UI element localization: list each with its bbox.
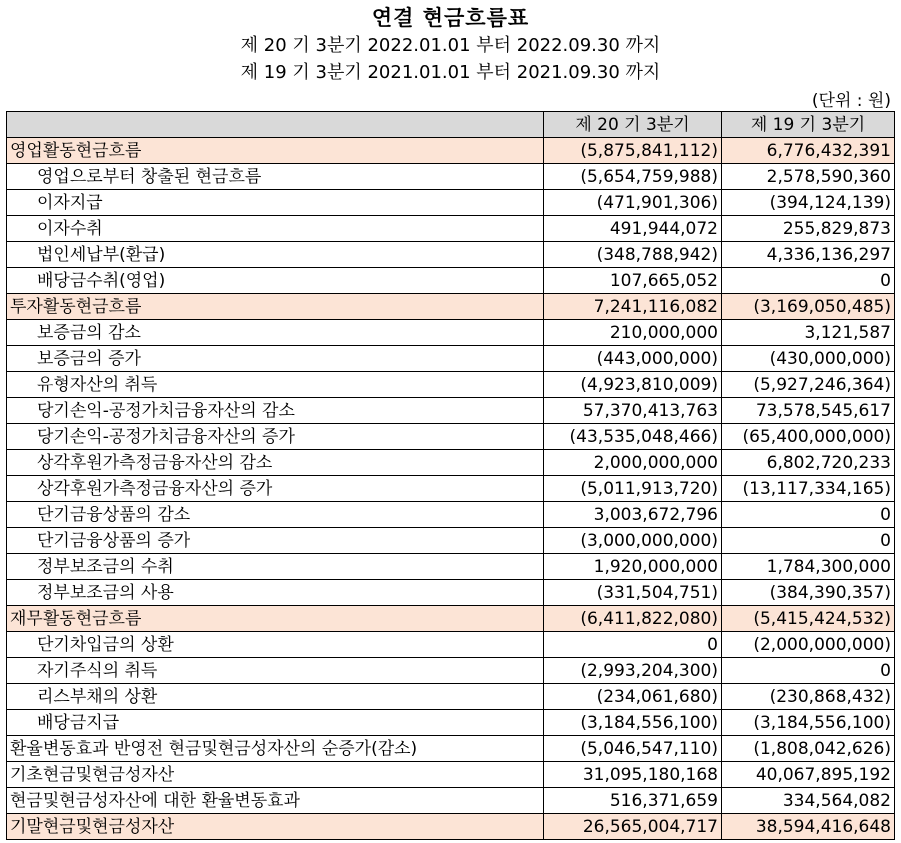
row-prior-value: 73,578,545,617 xyxy=(722,398,895,424)
row-current-value: (443,000,000) xyxy=(544,346,722,372)
row-prior-value: (5,415,424,532) xyxy=(722,606,895,632)
row-prior-value: 0 xyxy=(722,268,895,294)
row-prior-value: (65,400,000,000) xyxy=(722,424,895,450)
table-row xyxy=(7,216,895,242)
row-current-value: 7,241,116,082 xyxy=(544,294,722,320)
row-prior-value: 0 xyxy=(722,658,895,684)
table-row xyxy=(7,788,895,814)
row-current-value: (4,923,810,009) xyxy=(544,372,722,398)
row-current-value: (331,504,751) xyxy=(544,580,722,606)
row-prior-value: (3,169,050,485) xyxy=(722,294,895,320)
row-label: 영업으로부터 창출된 현금흐름 xyxy=(7,164,544,190)
table-row xyxy=(7,476,895,502)
row-current-value: 516,371,659 xyxy=(544,788,722,814)
header-prior-period: 제 19 기 3분기 xyxy=(722,112,895,138)
row-prior-value: 40,067,895,192 xyxy=(722,762,895,788)
row-current-value: (5,654,759,988) xyxy=(544,164,722,190)
row-current-value: (234,061,680) xyxy=(544,684,722,710)
table-row xyxy=(7,710,895,736)
table-row xyxy=(7,294,895,320)
row-label: 배당금수취(영업) xyxy=(7,268,544,294)
row-prior-value: 38,594,416,648 xyxy=(722,814,895,840)
row-current-value: 31,095,180,168 xyxy=(544,762,722,788)
table-row xyxy=(7,320,895,346)
row-current-value: 3,003,672,796 xyxy=(544,502,722,528)
table-row xyxy=(7,762,895,788)
row-label: 정부보조금의 사용 xyxy=(7,580,544,606)
row-prior-value: 1,784,300,000 xyxy=(722,554,895,580)
row-current-value: (3,000,000,000) xyxy=(544,528,722,554)
row-prior-value: 255,829,873 xyxy=(722,216,895,242)
table-row xyxy=(7,164,895,190)
table-header-row xyxy=(7,112,895,138)
table-row xyxy=(7,684,895,710)
unit-label: (단위 : 원) xyxy=(811,91,891,111)
header-current-period: 제 20 기 3분기 xyxy=(544,112,722,138)
row-prior-value: 2,578,590,360 xyxy=(722,164,895,190)
table-row xyxy=(7,502,895,528)
row-prior-value: 3,121,587 xyxy=(722,320,895,346)
header-label-cell xyxy=(7,112,544,138)
row-label: 기말현금및현금성자산 xyxy=(7,814,544,840)
table-row xyxy=(7,632,895,658)
row-label: 이자지급 xyxy=(7,190,544,216)
row-label: 유형자산의 취득 xyxy=(7,372,544,398)
table-row xyxy=(7,814,895,840)
row-prior-value: 334,564,082 xyxy=(722,788,895,814)
table-row xyxy=(7,398,895,424)
row-label: 상각후원가측정금융자산의 감소 xyxy=(7,450,544,476)
row-current-value: (3,184,556,100) xyxy=(544,710,722,736)
table-row xyxy=(7,424,895,450)
row-current-value: (2,993,204,300) xyxy=(544,658,722,684)
table-row xyxy=(7,528,895,554)
row-label: 당기손익-공정가치금융자산의 감소 xyxy=(7,398,544,424)
cash-flow-table xyxy=(6,111,895,840)
row-prior-value: 6,776,432,391 xyxy=(722,138,895,164)
row-label: 리스부채의 상환 xyxy=(7,684,544,710)
row-label: 법인세납부(환급) xyxy=(7,242,544,268)
row-current-value: 107,665,052 xyxy=(544,268,722,294)
row-label: 이자수취 xyxy=(7,216,544,242)
row-label: 단기차입금의 상환 xyxy=(7,632,544,658)
table-row xyxy=(7,372,895,398)
row-prior-value: (384,390,357) xyxy=(722,580,895,606)
table-row xyxy=(7,554,895,580)
row-current-value: (5,046,547,110) xyxy=(544,736,722,762)
row-prior-value: (2,000,000,000) xyxy=(722,632,895,658)
row-label: 자기주식의 취득 xyxy=(7,658,544,684)
row-prior-value: 6,802,720,233 xyxy=(722,450,895,476)
row-label: 기초현금및현금성자산 xyxy=(7,762,544,788)
row-prior-value: (13,117,334,165) xyxy=(722,476,895,502)
table-row xyxy=(7,346,895,372)
row-prior-value: (430,000,000) xyxy=(722,346,895,372)
row-current-value: 0 xyxy=(544,632,722,658)
row-prior-value: (1,808,042,626) xyxy=(722,736,895,762)
table-row xyxy=(7,268,895,294)
row-prior-value: (3,184,556,100) xyxy=(722,710,895,736)
row-current-value: 1,920,000,000 xyxy=(544,554,722,580)
row-label: 영업활동현금흐름 xyxy=(7,138,544,164)
row-label: 투자활동현금흐름 xyxy=(7,294,544,320)
row-label: 상각후원가측정금융자산의 증가 xyxy=(7,476,544,502)
period-current: 제 20 기 3분기 2022.01.01 부터 2022.09.30 까지 xyxy=(240,35,661,56)
table-row xyxy=(7,450,895,476)
table-row xyxy=(7,138,895,164)
table-row xyxy=(7,242,895,268)
table-row xyxy=(7,606,895,632)
row-current-value: 210,000,000 xyxy=(544,320,722,346)
row-current-value: 491,944,072 xyxy=(544,216,722,242)
row-prior-value: (394,124,139) xyxy=(722,190,895,216)
row-current-value: 26,565,004,717 xyxy=(544,814,722,840)
row-label: 환율변동효과 반영전 현금및현금성자산의 순증가(감소) xyxy=(7,736,544,762)
row-prior-value: 0 xyxy=(722,528,895,554)
row-current-value: (471,901,306) xyxy=(544,190,722,216)
table-row xyxy=(7,736,895,762)
table-row xyxy=(7,190,895,216)
period-prior: 제 19 기 3분기 2021.01.01 부터 2021.09.30 까지 xyxy=(240,62,661,83)
row-label: 단기금융상품의 증가 xyxy=(7,528,544,554)
row-current-value: 57,370,413,763 xyxy=(544,398,722,424)
row-label: 보증금의 감소 xyxy=(7,320,544,346)
row-label: 정부보조금의 수취 xyxy=(7,554,544,580)
row-label: 재무활동현금흐름 xyxy=(7,606,544,632)
row-current-value: (348,788,942) xyxy=(544,242,722,268)
row-current-value: 2,000,000,000 xyxy=(544,450,722,476)
row-current-value: (5,875,841,112) xyxy=(544,138,722,164)
row-label: 현금및현금성자산에 대한 환율변동효과 xyxy=(7,788,544,814)
table-row xyxy=(7,658,895,684)
row-prior-value: (5,927,246,364) xyxy=(722,372,895,398)
row-prior-value: (230,868,432) xyxy=(722,684,895,710)
row-current-value: (5,011,913,720) xyxy=(544,476,722,502)
table-row xyxy=(7,580,895,606)
row-label: 당기손익-공정가치금융자산의 증가 xyxy=(7,424,544,450)
row-prior-value: 4,336,136,297 xyxy=(722,242,895,268)
row-current-value: (43,535,048,466) xyxy=(544,424,722,450)
row-label: 보증금의 증가 xyxy=(7,346,544,372)
statement-title: 연결 현금흐름표 xyxy=(371,6,530,30)
row-label: 단기금융상품의 감소 xyxy=(7,502,544,528)
row-prior-value: 0 xyxy=(722,502,895,528)
row-label: 배당금지급 xyxy=(7,710,544,736)
row-current-value: (6,411,822,080) xyxy=(544,606,722,632)
